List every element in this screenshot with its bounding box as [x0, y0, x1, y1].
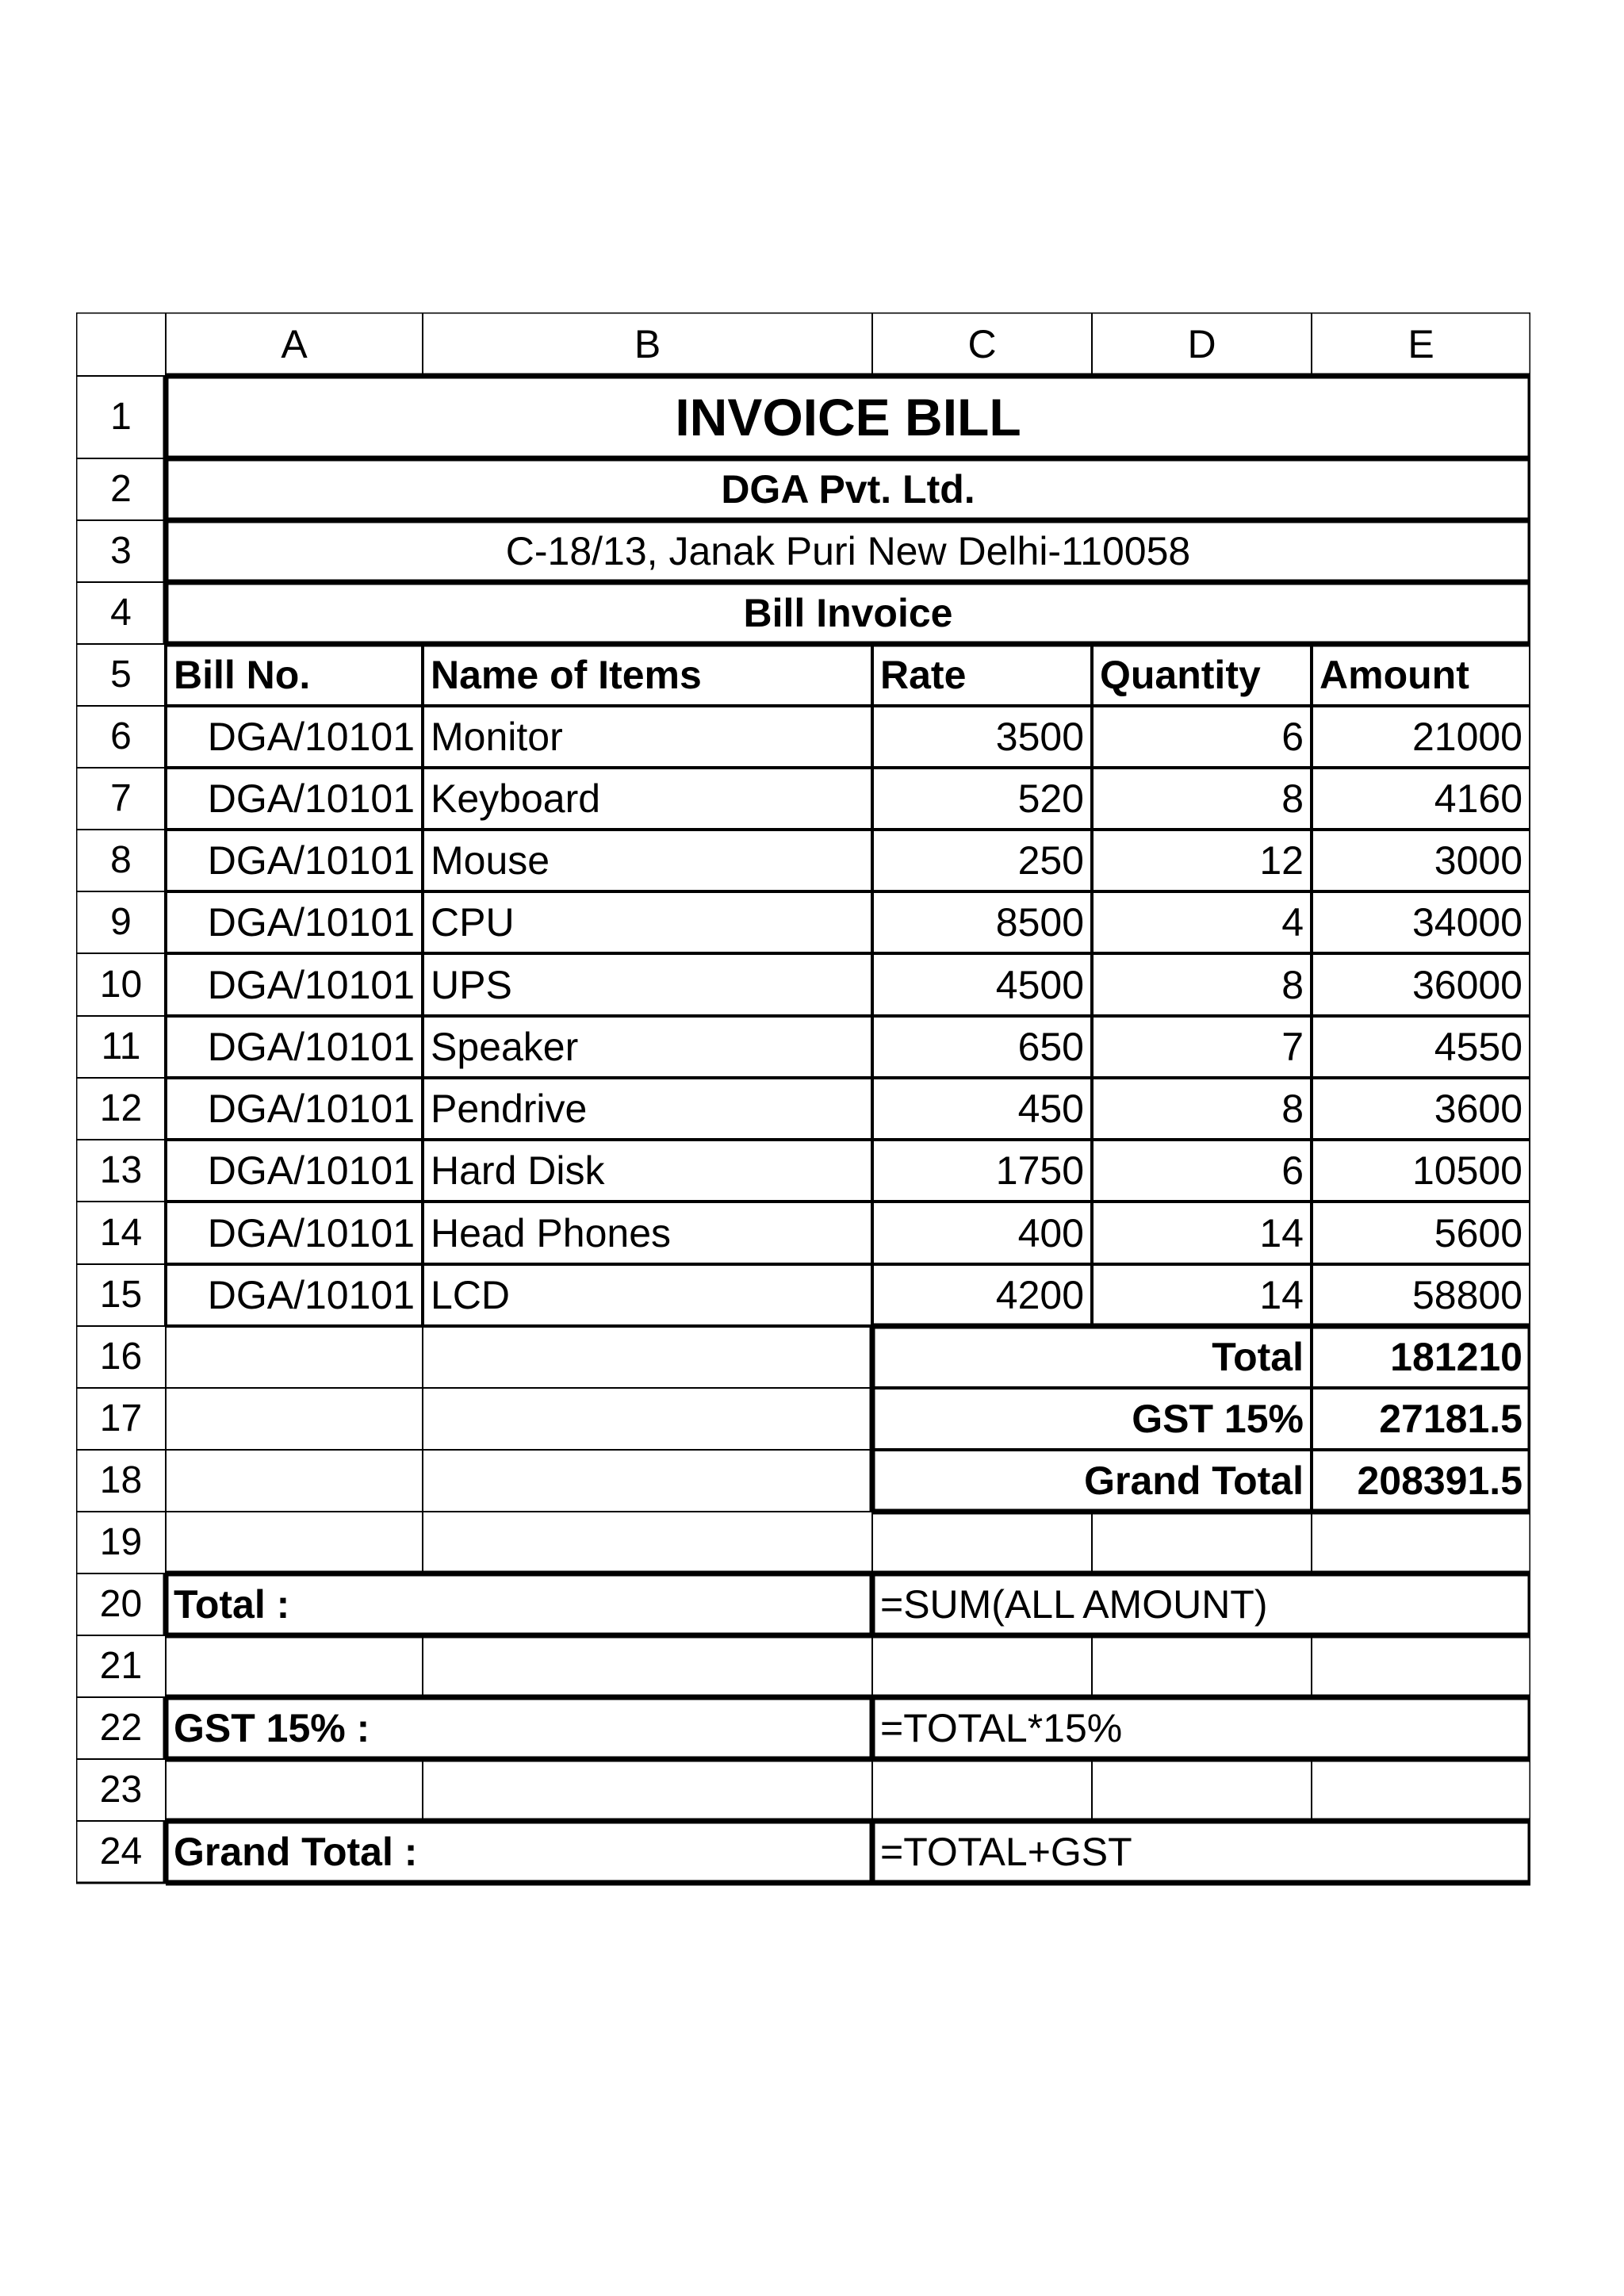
column-header-b[interactable]: B — [634, 322, 661, 366]
invoice-title[interactable]: INVOICE BILL — [675, 388, 1021, 447]
item-name-cell[interactable]: Monitor — [431, 715, 563, 759]
item-name-cell[interactable]: Keyboard — [431, 776, 601, 821]
amount-cell[interactable]: 5600 — [1434, 1210, 1522, 1255]
row-number[interactable]: 7 — [110, 777, 132, 819]
quantity-cell[interactable]: 4 — [1281, 900, 1304, 945]
formula-gst-label[interactable]: GST 15% : — [174, 1706, 370, 1750]
quantity-cell[interactable]: 8 — [1281, 776, 1304, 821]
amount-cell[interactable]: 58800 — [1411, 1273, 1522, 1317]
amount-cell[interactable]: 36000 — [1411, 962, 1522, 1007]
bill-no-cell[interactable]: DGA/10101 — [207, 1148, 415, 1193]
bill-no-cell[interactable]: DGA/10101 — [207, 838, 415, 883]
row-number[interactable]: 22 — [99, 1707, 143, 1749]
formula-grand-total-label[interactable]: Grand Total : — [174, 1830, 418, 1874]
row-number[interactable]: 6 — [110, 715, 132, 757]
rate-cell[interactable]: 400 — [1017, 1210, 1084, 1255]
amount-cell[interactable]: 21000 — [1411, 715, 1522, 759]
quantity-cell[interactable]: 6 — [1281, 715, 1304, 759]
rate-cell[interactable]: 520 — [1017, 776, 1084, 821]
bill-no-cell[interactable]: DGA/10101 — [207, 962, 415, 1007]
column-header-a[interactable]: A — [281, 322, 308, 366]
company-name[interactable]: DGA Pvt. Ltd. — [721, 467, 975, 512]
item-name-cell[interactable]: Head Phones — [431, 1210, 672, 1255]
amount-cell[interactable]: 3600 — [1434, 1087, 1522, 1131]
bill-no-cell[interactable]: DGA/10101 — [207, 776, 415, 821]
row-number[interactable]: 5 — [110, 654, 132, 696]
column-header-d[interactable]: D — [1187, 322, 1216, 366]
summary-grand-total-value[interactable]: 208391.5 — [1357, 1458, 1522, 1503]
invoice-subtitle[interactable]: Bill Invoice — [743, 591, 953, 635]
bill-no-cell[interactable]: DGA/10101 — [207, 900, 415, 945]
amount-cell[interactable]: 34000 — [1411, 900, 1522, 945]
item-name-cell[interactable]: Hard Disk — [431, 1148, 605, 1193]
row-number[interactable]: 24 — [99, 1830, 143, 1872]
row-number[interactable]: 9 — [110, 901, 132, 943]
rate-cell[interactable]: 450 — [1017, 1087, 1084, 1131]
amount-cell[interactable]: 10500 — [1411, 1148, 1522, 1193]
bill-no-cell[interactable]: DGA/10101 — [207, 715, 415, 759]
header-rate[interactable]: Rate — [880, 653, 967, 697]
summary-gst-value[interactable]: 27181.5 — [1379, 1397, 1522, 1441]
quantity-cell[interactable]: 8 — [1281, 962, 1304, 1007]
quantity-cell[interactable]: 12 — [1259, 838, 1304, 883]
row-number[interactable]: 16 — [99, 1336, 143, 1378]
row-number[interactable]: 2 — [110, 468, 132, 510]
formula-grand-total[interactable]: =TOTAL+GST — [880, 1830, 1132, 1874]
quantity-cell[interactable]: 6 — [1281, 1148, 1304, 1193]
bill-no-cell[interactable]: DGA/10101 — [207, 1210, 415, 1255]
row-number[interactable]: 14 — [99, 1211, 143, 1254]
item-name-cell[interactable]: Pendrive — [431, 1087, 588, 1131]
row-number[interactable]: 8 — [110, 839, 132, 881]
column-header-c[interactable]: C — [967, 322, 997, 366]
row-number[interactable]: 17 — [99, 1397, 143, 1439]
formula-gst[interactable]: =TOTAL*15% — [880, 1706, 1123, 1750]
spreadsheet — [76, 312, 1530, 1905]
rate-cell[interactable]: 8500 — [995, 900, 1084, 945]
quantity-cell[interactable]: 7 — [1281, 1025, 1304, 1069]
header-amount[interactable]: Amount — [1320, 653, 1469, 697]
row-number[interactable]: 21 — [99, 1645, 143, 1687]
quantity-cell[interactable]: 14 — [1259, 1273, 1304, 1317]
row-number[interactable]: 12 — [99, 1087, 143, 1129]
quantity-cell[interactable]: 8 — [1281, 1087, 1304, 1131]
summary-grand-total-label[interactable]: Grand Total — [1084, 1458, 1304, 1503]
formula-total-label[interactable]: Total : — [174, 1582, 290, 1627]
amount-cell[interactable]: 3000 — [1434, 838, 1522, 883]
row-number[interactable]: 4 — [110, 592, 132, 634]
rate-cell[interactable]: 4200 — [995, 1273, 1084, 1317]
row-number[interactable]: 3 — [110, 530, 132, 572]
bill-no-cell[interactable]: DGA/10101 — [207, 1273, 415, 1317]
rate-cell[interactable]: 4500 — [995, 962, 1084, 1007]
rate-cell[interactable]: 650 — [1017, 1025, 1084, 1069]
row-number[interactable]: 15 — [99, 1274, 143, 1316]
company-address[interactable]: C-18/13, Janak Puri New Delhi-110058 — [505, 529, 1191, 573]
header-item-name[interactable]: Name of Items — [431, 653, 702, 697]
header-bill-no[interactable]: Bill No. — [174, 653, 311, 697]
row-number[interactable]: 19 — [99, 1521, 143, 1563]
quantity-cell[interactable]: 14 — [1259, 1210, 1304, 1255]
row-number[interactable]: 1 — [110, 396, 132, 438]
row-number[interactable]: 10 — [99, 963, 143, 1006]
row-number[interactable]: 18 — [99, 1459, 143, 1501]
rate-cell[interactable]: 3500 — [995, 715, 1084, 759]
row-number[interactable]: 20 — [99, 1583, 143, 1625]
rate-cell[interactable]: 1750 — [995, 1148, 1084, 1193]
summary-total-value[interactable]: 181210 — [1390, 1335, 1522, 1379]
row-number[interactable]: 13 — [99, 1149, 143, 1191]
item-name-cell[interactable]: UPS — [431, 962, 512, 1007]
item-name-cell[interactable]: CPU — [431, 900, 515, 945]
summary-gst-label[interactable]: GST 15% — [1132, 1397, 1304, 1441]
summary-total-label[interactable]: Total — [1212, 1335, 1304, 1379]
column-header-e[interactable]: E — [1408, 322, 1434, 366]
amount-cell[interactable]: 4160 — [1434, 776, 1522, 821]
rate-cell[interactable]: 250 — [1017, 838, 1084, 883]
item-name-cell[interactable]: Mouse — [431, 838, 550, 883]
amount-cell[interactable]: 4550 — [1434, 1025, 1522, 1069]
header-quantity[interactable]: Quantity — [1100, 653, 1261, 697]
bill-no-cell[interactable]: DGA/10101 — [207, 1087, 415, 1131]
item-name-cell[interactable]: Speaker — [431, 1025, 579, 1069]
row-number[interactable]: 23 — [99, 1769, 143, 1811]
item-name-cell[interactable]: LCD — [431, 1273, 511, 1317]
row-number[interactable]: 11 — [101, 1025, 141, 1068]
formula-total[interactable]: =SUM(ALL AMOUNT) — [880, 1582, 1268, 1627]
bill-no-cell[interactable]: DGA/10101 — [207, 1025, 415, 1069]
